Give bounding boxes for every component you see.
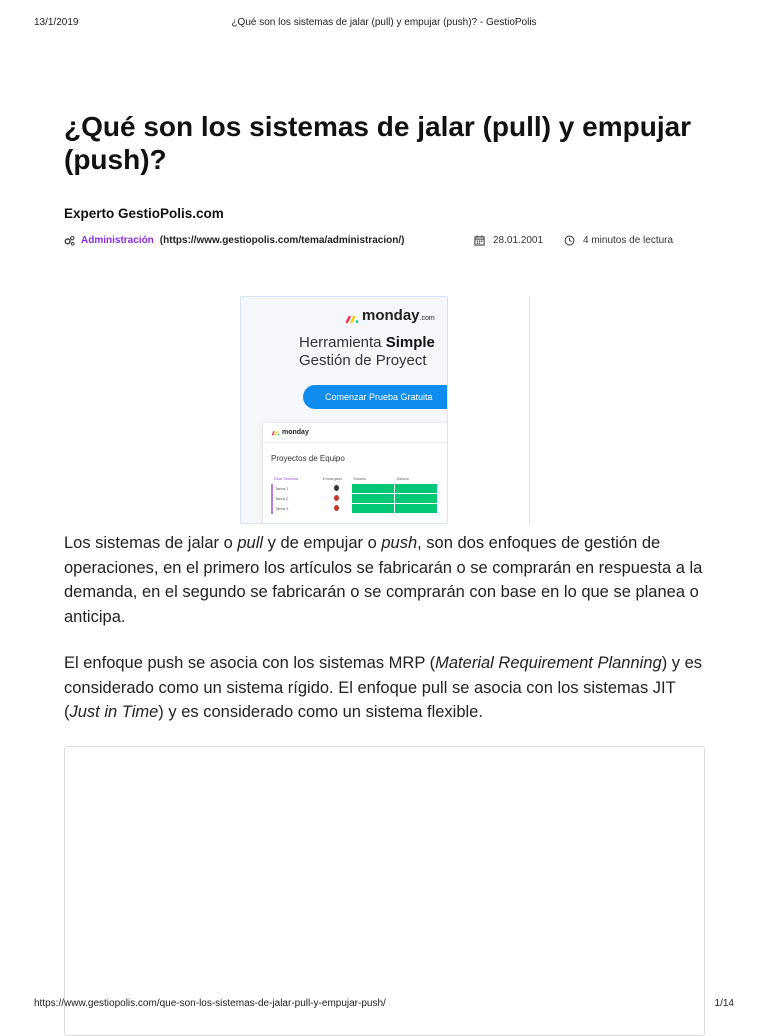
article-meta: [64, 235, 724, 251]
ad-headline-bold: Simple: [385, 334, 435, 351]
owner-cell: [321, 494, 352, 504]
publish-date-text: 28.01.2001: [493, 235, 544, 246]
table-row: [272, 484, 438, 494]
status-cell: [395, 504, 438, 514]
text-run: y de empujar o: [263, 534, 382, 552]
print-doc-title: ¿Qué son los sistemas de jalar (pull) y empujar (push)? - GestioPolis: [231, 17, 537, 28]
app-logo-icon: [271, 430, 280, 436]
author-name[interactable]: Experto GestioPolis.com: [64, 206, 224, 221]
text-run-italic: pull: [237, 534, 264, 552]
ad-headline: [299, 334, 448, 370]
app-project-title: Proyectos de Equipo: [271, 454, 345, 463]
monday-logo-suffix: .com: [419, 315, 435, 322]
status-cell: [352, 504, 395, 514]
ad-headline-prefix: Herramienta: [299, 334, 386, 351]
ad-cta-button[interactable]: Comenzar Prueba Gratuita: [303, 385, 448, 409]
table-header: Estado: [396, 476, 409, 481]
avatar: [334, 495, 339, 501]
category: [64, 235, 404, 246]
embedded-content-box: [64, 746, 705, 1036]
status-cell: [352, 484, 395, 494]
app-divider: [263, 442, 448, 443]
table-row: [272, 494, 438, 504]
ad-container: [240, 296, 530, 524]
paragraph-push-pull: [64, 651, 714, 725]
text-run: ) y es considerado como un sistema rígido. El enfoque pull se asocia con los sistemas JIT (: [64, 654, 703, 721]
publish-date: [474, 235, 543, 246]
monday-logo-icon: [345, 314, 359, 324]
text-run: ) y es considerado como un sistema flexible.: [158, 703, 483, 721]
status-cell: [395, 494, 438, 504]
table-header: Esta Semana: [274, 476, 299, 482]
calendar-icon: [474, 235, 485, 246]
text-run-italic: Material Requirement Planning: [435, 654, 662, 672]
task-cell: Tarea 1: [272, 484, 321, 494]
print-date: 13/1/2019: [34, 17, 79, 28]
avatar: [334, 505, 339, 511]
status-cell: [395, 484, 438, 494]
text-run: El enfoque push se asocia con los sistemas MRP (: [64, 654, 436, 672]
category-url[interactable]: (https://www.gestiopolis.com/tema/administracion/): [159, 235, 405, 246]
page-number: 1/14: [714, 998, 734, 1009]
table-row: [272, 504, 438, 514]
monday-logo-word: monday: [362, 307, 420, 324]
app-logo-word: monday: [282, 429, 309, 436]
print-header: [34, 17, 734, 31]
paragraph-intro: [64, 531, 714, 629]
category-cogs-icon: [64, 235, 75, 246]
reading-time: [564, 235, 673, 246]
ad-headline-line2: Gestión de Proyect: [299, 352, 427, 369]
app-task-table: [271, 474, 438, 514]
owner-cell: [321, 504, 352, 514]
article-title: ¿Qué son los sistemas de jalar (pull) y empujar (push)?: [64, 111, 692, 175]
print-footer: [34, 998, 734, 1012]
status-cell: [352, 494, 395, 504]
print-url: https://www.gestiopolis.com/que-son-los-sistemas-de-jalar-pull-y-empujar-push/: [34, 998, 386, 1009]
avatar: [334, 485, 339, 491]
table-header: Encargado: [323, 476, 343, 482]
category-link[interactable]: Administración: [81, 235, 154, 246]
text-run: , son dos enfoques de gestión de operaciones, en el primero los artículos se fabricarán o se comprarán en respuesta a la demanda, en el segundo se fabricarán o se comprarán con base en lo que se planea o anticipa.: [64, 534, 703, 626]
text-run: Los sistemas de jalar o: [64, 534, 238, 552]
reading-time-text: 4 minutos de lectura: [583, 235, 674, 246]
ad-app-preview: [263, 423, 448, 524]
text-run-italic: Just in Time: [69, 703, 159, 721]
text-run-italic: push: [381, 534, 418, 552]
task-cell: Tarea 2: [272, 494, 321, 504]
owner-cell: [321, 484, 352, 494]
clock-icon: [564, 235, 575, 246]
app-logo: [271, 429, 309, 436]
table-header: Estado: [353, 476, 366, 481]
monday-ad[interactable]: [240, 296, 448, 524]
monday-logo: [345, 307, 435, 324]
table-header-row: [272, 474, 438, 484]
task-cell: Tarea 3: [272, 504, 321, 514]
